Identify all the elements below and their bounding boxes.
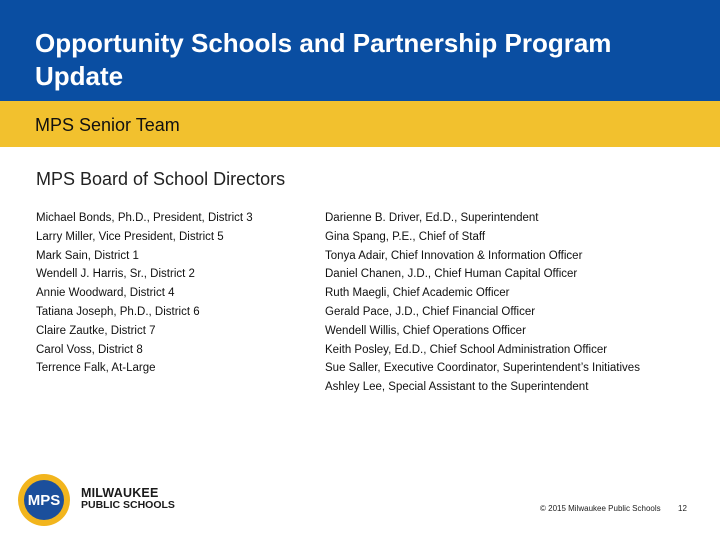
slide-title: Opportunity Schools and Partnership Program Update <box>35 28 612 91</box>
list-item: Mark Sain, District 1 <box>36 249 139 262</box>
board-members-list <box>36 209 253 378</box>
list-item: Ashley Lee, Special Assistant to the Superintendent <box>325 381 589 394</box>
list-item: Wendell Willis, Chief Operations Officer <box>325 324 526 337</box>
logo-wordmark <box>81 487 175 511</box>
slide-subtitle: MPS Senior Team <box>35 115 180 135</box>
list-item: Michael Bonds, Ph.D., President, District 3 <box>36 212 253 224</box>
list-item: Keith Posley, Ed.D., Chief School Administration Officer <box>325 343 608 356</box>
list-item: Wendell J. Harris, Sr., District 2 <box>36 268 195 281</box>
list-item: Tatiana Joseph, Ph.D., District 6 <box>36 305 200 318</box>
board-heading: MPS Board of School Directors <box>36 169 286 189</box>
list-item: Carol Voss, District 8 <box>36 343 143 356</box>
footer-copyright: © 2015 Milwaukee Public Schools <box>540 504 661 513</box>
list-item: Terrence Falk, At-Large <box>36 362 156 375</box>
list-item: Gina Spang, P.E., Chief of Staff <box>325 230 486 243</box>
list-item: Gerald Pace, J.D., Chief Financial Officer <box>325 305 536 318</box>
logo-line-1: MILWAUKEE <box>81 486 159 500</box>
page-number: 12 <box>678 504 687 513</box>
list-item: Ruth Maegli, Chief Academic Officer <box>325 287 510 300</box>
list-item: Annie Woodward, District 4 <box>36 287 175 300</box>
list-item: Claire Zautke, District 7 <box>36 324 156 337</box>
list-item: Darienne B. Driver, Ed.D., Superintendent <box>325 212 539 224</box>
logo-badge-text: MPS <box>27 492 61 509</box>
list-item: Sue Saller, Executive Coordinator, Superintendent’s Initiatives <box>325 362 640 375</box>
senior-team-list <box>325 209 640 397</box>
list-item: Tonya Adair, Chief Innovation & Information Officer <box>325 249 583 262</box>
logo-line-2: PUBLIC SCHOOLS <box>81 499 175 511</box>
list-item: Larry Miller, Vice President, District 5 <box>36 230 224 243</box>
list-item: Daniel Chanen, J.D., Chief Human Capital Officer <box>325 268 578 281</box>
